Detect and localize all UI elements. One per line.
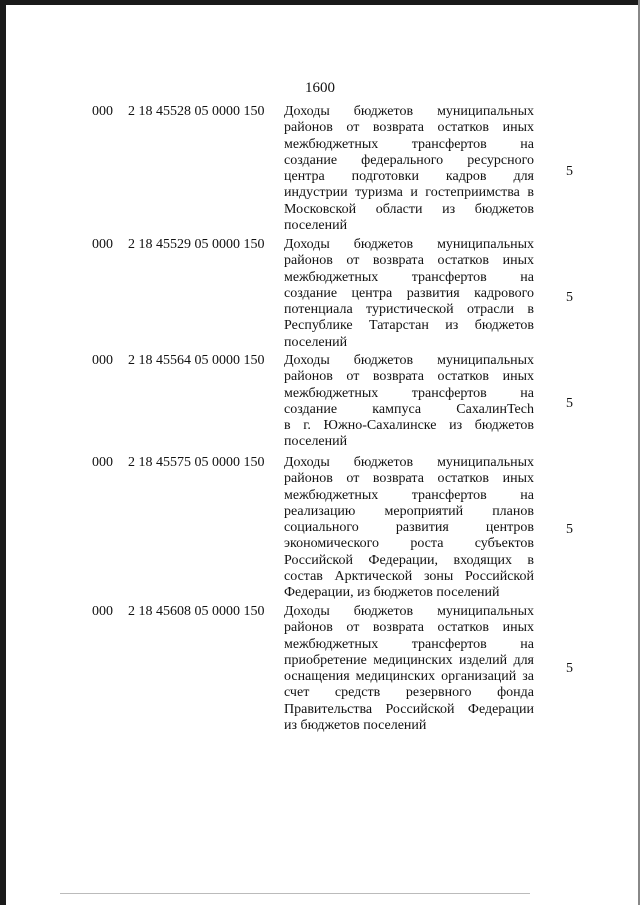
description-line: Доходы бюджетов муниципальных xyxy=(284,104,534,119)
description-line: создание кампуса СахалинTech xyxy=(284,401,534,417)
description-line: состав Арктической зоны Российской xyxy=(284,569,534,585)
description-line: Московской области из бюджетов xyxy=(284,201,534,217)
description-line: Доходы бюджетов муниципальных xyxy=(284,604,534,619)
budget-classification-code: 2 18 45564 05 0000 150 xyxy=(128,353,265,368)
description-line: Доходы бюджетов муниципальных xyxy=(284,353,534,368)
income-description xyxy=(284,353,534,451)
admin-code: 000 xyxy=(92,237,113,252)
amount-value: 5 xyxy=(566,522,573,537)
description-line: районов от возврата остатков иных xyxy=(284,369,534,385)
description-line: Федерации, из бюджетов поселений xyxy=(284,585,500,601)
table-row xyxy=(0,604,640,734)
description-line: центра подготовки кадров для xyxy=(284,169,534,185)
table-row xyxy=(0,353,640,451)
amount-value: 5 xyxy=(566,164,573,179)
description-line: из бюджетов поселений xyxy=(284,718,427,734)
description-line: в г. Южно-Сахалинске из бюджетов xyxy=(284,418,534,434)
table-row xyxy=(0,237,640,351)
description-line: создание центра развития кадрового xyxy=(284,285,534,301)
description-line: Российской Федерации, входящих в xyxy=(284,552,534,568)
description-line: районов от возврата остатков иных xyxy=(284,120,534,136)
admin-code: 000 xyxy=(92,104,113,119)
description-line: поселений xyxy=(284,434,348,450)
description-line: счет средств резервного фонда xyxy=(284,685,534,701)
amount-value: 5 xyxy=(566,396,573,411)
budget-classification-code: 2 18 45528 05 0000 150 xyxy=(128,104,265,119)
description-line: районов от возврата остатков иных xyxy=(284,620,534,636)
admin-code: 000 xyxy=(92,604,113,619)
budget-classification-code: 2 18 45529 05 0000 150 xyxy=(128,237,265,252)
description-line: социального развития центров xyxy=(284,520,534,536)
description-line: реализацию мероприятий планов xyxy=(284,503,534,519)
description-line: приобретение медицинских изделий для xyxy=(284,652,534,668)
budget-classification-code: 2 18 45608 05 0000 150 xyxy=(128,604,265,619)
description-line: районов от возврата остатков иных xyxy=(284,253,534,269)
description-line: поселений xyxy=(284,334,348,350)
description-line: межбюджетных трансфертов на xyxy=(284,385,534,401)
description-line: межбюджетных трансфертов на xyxy=(284,636,534,652)
income-description xyxy=(284,104,534,234)
income-description xyxy=(284,455,534,602)
description-line: поселений xyxy=(284,218,348,234)
amount-value: 5 xyxy=(566,661,573,676)
description-line: межбюджетных трансфертов на xyxy=(284,269,534,285)
description-line: межбюджетных трансфертов на xyxy=(284,487,534,503)
table-row xyxy=(0,104,640,234)
income-description xyxy=(284,604,534,734)
page-number: 1600 xyxy=(305,80,335,96)
description-line: Доходы бюджетов муниципальных xyxy=(284,237,534,252)
description-line: межбюджетных трансфертов на xyxy=(284,136,534,152)
description-line: потенциала туристической отрасли в xyxy=(284,302,534,318)
admin-code: 000 xyxy=(92,353,113,368)
description-line: индустрии туризма и гостеприимства в xyxy=(284,185,534,201)
scan-line-bottom xyxy=(60,893,530,894)
scan-border-top xyxy=(0,0,640,5)
amount-value: 5 xyxy=(566,290,573,305)
table-row xyxy=(0,455,640,602)
admin-code: 000 xyxy=(92,455,113,470)
description-line: экономического роста субъектов xyxy=(284,536,534,552)
description-line: Доходы бюджетов муниципальных xyxy=(284,455,534,470)
description-line: Республике Татарстан из бюджетов xyxy=(284,318,534,334)
budget-classification-code: 2 18 45575 05 0000 150 xyxy=(128,455,265,470)
description-line: оснащения медицинских организаций за xyxy=(284,669,534,685)
income-description xyxy=(284,237,534,351)
description-line: создание федерального ресурсного xyxy=(284,152,534,168)
description-line: районов от возврата остатков иных xyxy=(284,471,534,487)
description-line: Правительства Российской Федерации xyxy=(284,701,534,717)
